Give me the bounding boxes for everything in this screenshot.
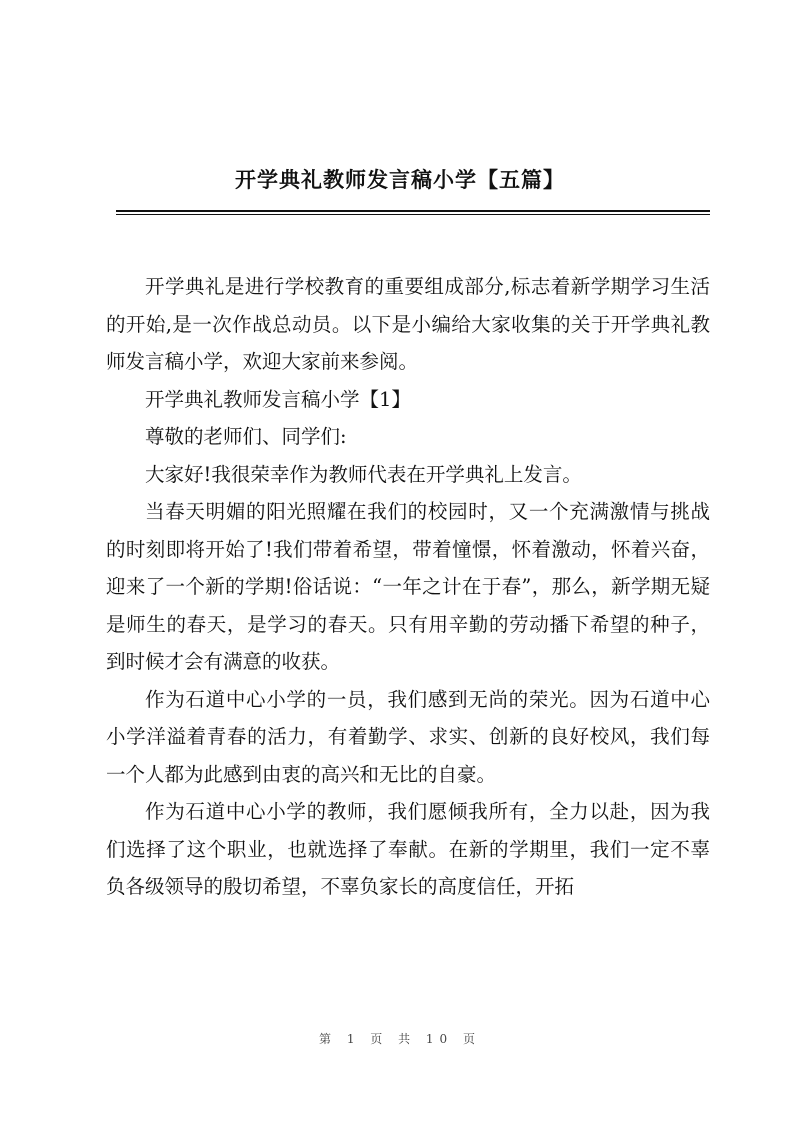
intro-paragraph: 开学典礼是进行学校教育的重要组成部分,标志着新学期学习生活的开始,是一次作战总动员。以下是小编给大家收集的关于开学典礼教师发言稿小学，欢迎大家前来参阅。 [106,275,710,373]
body-paragraph: 作为石道中心小学的教师，我们愿倾我所有，全力以赴，因为我们选择了这个职业，也就选择了奉献。在新的学期里，我们一定不辜负各级领导的殷切希望，不辜负家长的高度信任，开拓 [106,800,710,898]
page-footer: 第 1 页 共 10 页 [319,1032,481,1046]
body-paragraph: 当春天明媚的阳光照耀在我们的校园时，又一个充满激情与挑战的时刻即将开始了!我们带着希望，带着憧憬，怀着激动，怀着兴奋，迎来了一个新的学期!俗话说：“一年之计在于春”，那么，新学期无疑是师生的春天，是学习的春天。只有用辛勤的劳动播下希望的种子，到时候才会有满意的收获。 [106,500,710,673]
title-rule-thin [116,214,710,215]
section-heading: 开学典礼教师发言稿小学【1】 [145,387,411,411]
document-body [106,268,710,906]
title-rule-thick [116,210,710,212]
greeting-paragraph: 大家好!我很荣幸作为教师代表在开学典礼上发言。 [145,462,582,486]
body-paragraph: 作为石道中心小学的一员，我们感到无尚的荣光。因为石道中心小学洋溢着青春的活力，有着勤学、求实、创新的良好校风，我们每一个人都为此感到由衷的高兴和无比的自豪。 [106,687,710,786]
salutation: 尊敬的老师们、同学们: [145,425,347,448]
document-title: 开学典礼教师发言稿小学【五篇】 [235,167,565,192]
